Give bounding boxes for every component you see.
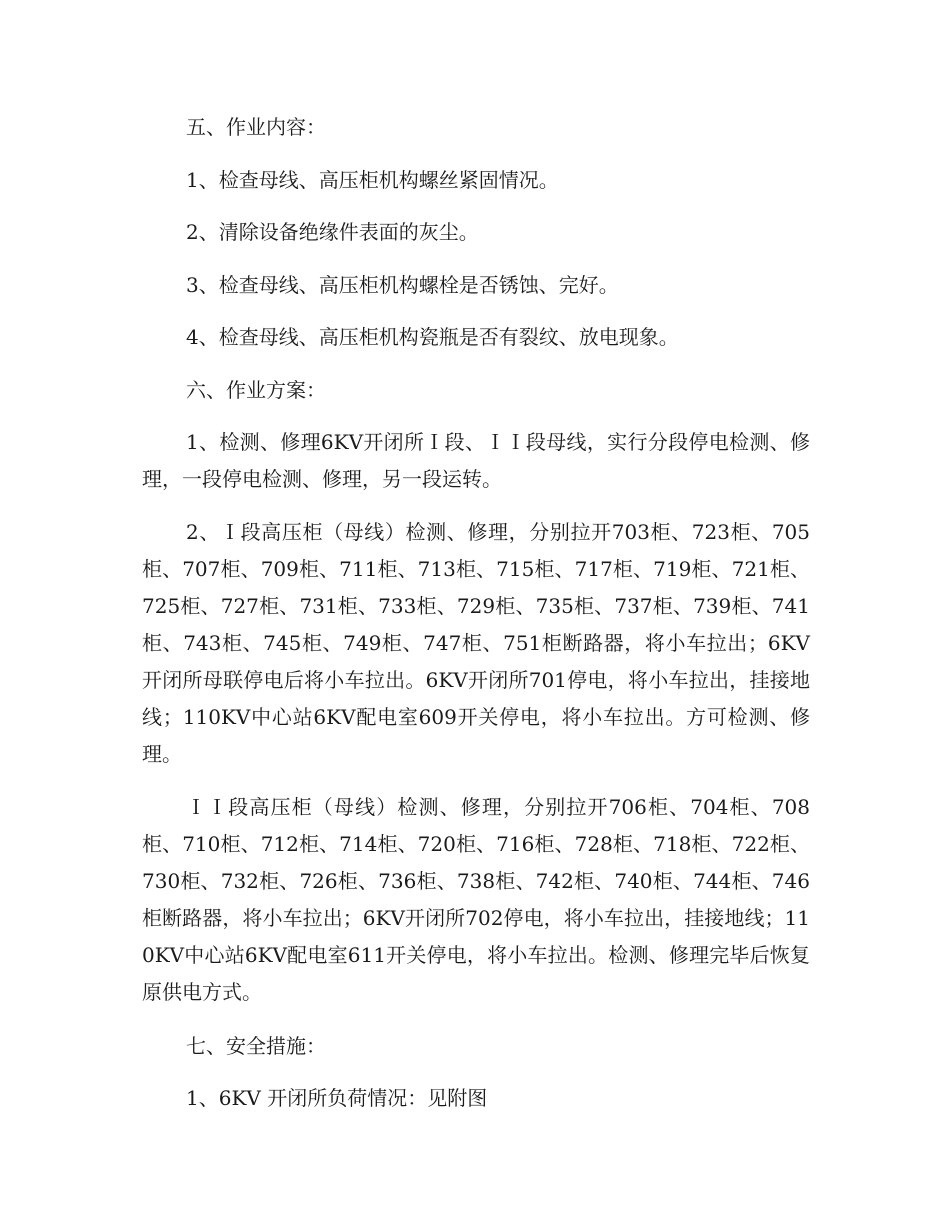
section-heading-work-plan: 六、作业方案：: [186, 378, 326, 402]
work-plan-paragraph-2: 2、Ｉ段高压柜（母线）检测、修理，分别拉开703柜、723柜、705柜、707柜、709柜、711柜、713柜、715柜、717柜、719柜、721柜、725柜、727柜、731柜、733柜、729柜、735柜、737柜、739柜、741柜、743柜、745柜、749柜、747柜、751柜断路器，将小车拉出；6KV开闭所母联停电后将小车拉出。6KV开闭所701停电，将小车拉出，挂接地线；110KV中心站6KV配电室609开关停电，将小车拉出。方可检测、修理。: [142, 520, 810, 766]
work-plan-paragraph-3: ＩＩ段高压柜（母线）检测、修理，分别拉开706柜、704柜、708柜、710柜、712柜、714柜、720柜、716柜、728柜、718柜、722柜、730柜、732柜、726柜、736柜、738柜、742柜、740柜、744柜、746柜断路器，将小车拉出；6KV开闭所702停电，将小车拉出，挂接地线；110KV中心站6KV配电室611开关停电，将小车拉出。检测、修理完毕后恢复原供电方式。: [142, 795, 810, 1004]
work-plan-paragraph-1: 1、检测、修理6KV开闭所Ｉ段、ＩＩ段母线，实行分段停电检测、修理，一段停电检测、修理，另一段运转。: [142, 430, 810, 491]
work-content-item-4: 4、检查母线、高压柜机构瓷瓶是否有裂纹、放电现象。: [186, 325, 679, 349]
work-content-item-2: 2、清除设备绝缘件表面的灰尘。: [186, 220, 479, 244]
section-heading-work-content: 五、作业内容：: [186, 115, 326, 139]
work-content-item-3: 3、检查母线、高压柜机构螺栓是否锈蚀、完好。: [186, 273, 619, 297]
section-heading-safety-measures: 七、安全措施：: [186, 1034, 326, 1058]
safety-measure-item-1: 1、6KV 开闭所负荷情况：见附图: [186, 1086, 488, 1110]
work-content-item-1: 1、检查母线、高压柜机构螺丝紧固情况。: [186, 168, 559, 192]
